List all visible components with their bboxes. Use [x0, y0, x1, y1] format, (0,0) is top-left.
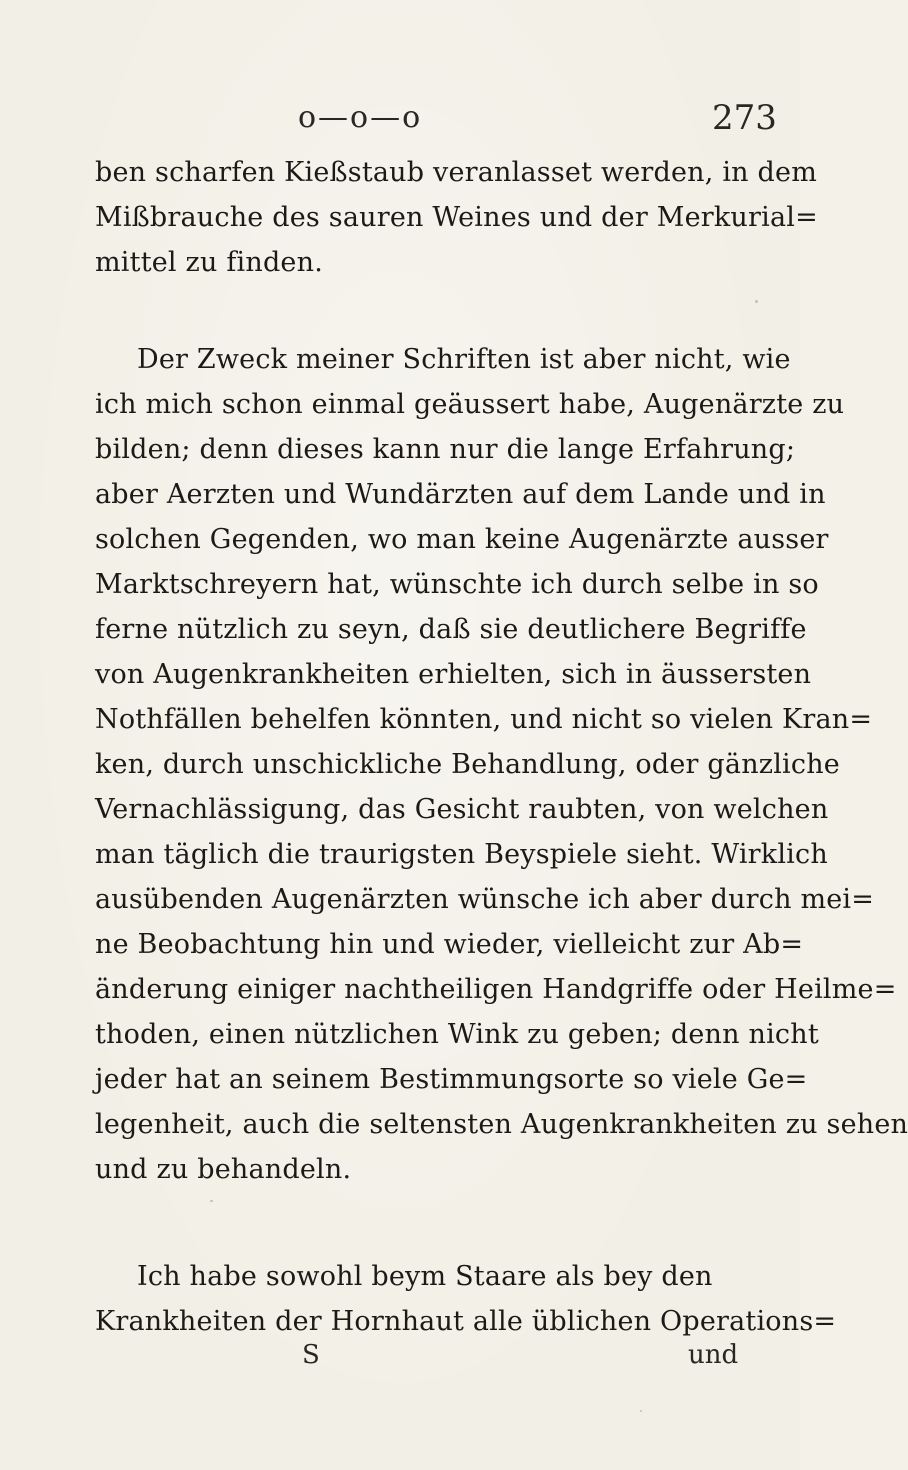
text-line: von Augenkrankheiten erhielten, sich in äussersten — [95, 659, 812, 690]
text-line: ne Beobachtung hin und wieder, vielleicht zur Ab= — [95, 929, 804, 960]
text-line: Der Zweck meiner Schriften ist aber nicht, wie — [137, 344, 791, 375]
paragraph-3 — [95, 1254, 837, 1344]
text-line: ferne nützlich zu seyn, daß sie deutlichere Begriffe — [95, 614, 807, 645]
text-line: mittel zu finden. — [95, 247, 323, 278]
text-line: thoden, einen nützlichen Wink zu geben; denn nicht — [95, 1019, 819, 1050]
text-line: aber Aerzten und Wundärzten auf dem Lande und in — [95, 479, 826, 510]
text-line: Ich habe sowohl beym Staare als bey den — [137, 1261, 713, 1292]
text-line: ich mich schon einmal geäussert habe, Augenärzte zu — [95, 389, 845, 420]
text-line: jeder hat an seinem Bestimmungsorte so viele Ge= — [95, 1064, 808, 1095]
page-number: 273 — [712, 98, 777, 138]
text-line: ben scharfen Kießstaub veranlasset werden, in dem — [95, 157, 817, 188]
text-line: Krankheiten der Hornhaut alle üblichen Operations= — [95, 1306, 837, 1337]
paragraph-2 — [95, 337, 908, 1192]
text-line: bilden; denn dieses kann nur die lange Erfahrung; — [95, 434, 796, 465]
text-line: legenheit, auch die seltensten Augenkrankheiten zu sehen — [95, 1109, 908, 1140]
text-line: und zu behandeln. — [95, 1154, 352, 1185]
body-text — [95, 150, 908, 1344]
page-footer — [0, 1340, 800, 1380]
page-header — [0, 92, 800, 138]
text-line: Mißbrauche des sauren Weines und der Merkurial= — [95, 202, 818, 233]
text-line: Vernachlässigung, das Gesicht raubten, von welchen — [95, 794, 829, 825]
text-line: man täglich die traurigsten Beyspiele sieht. Wirklich — [95, 839, 828, 870]
paragraph-1 — [95, 150, 818, 285]
signature-mark: S — [302, 1340, 320, 1370]
text-line: ausübenden Augenärzten wünsche ich aber durch mei= — [95, 884, 875, 915]
text-line: Nothfällen behelfen könnten, und nicht so vielen Kran= — [95, 704, 873, 735]
text-line: ken, durch unschickliche Behandlung, oder gänzliche — [95, 749, 840, 780]
text-line: solchen Gegenden, wo man keine Augenärzte ausser — [95, 524, 829, 555]
catchword: und — [688, 1340, 739, 1370]
header-ornament: o—o—o — [298, 100, 423, 135]
text-line: änderung einiger nachtheiligen Handgriffe oder Heilme= — [95, 974, 897, 1005]
text-line: Marktschreyern hat, wünschte ich durch selbe in so — [95, 569, 819, 600]
